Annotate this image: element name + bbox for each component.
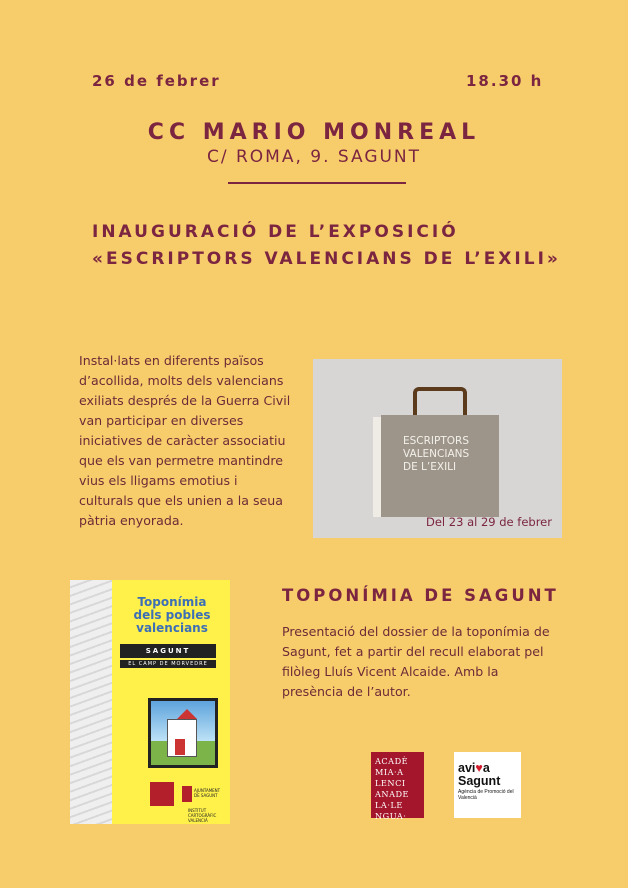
event-date: 26 de febrer: [92, 72, 221, 90]
book-illustration: [148, 698, 218, 768]
church-door-icon: [175, 739, 185, 755]
heart-icon: ♥: [475, 761, 483, 775]
book-cover: [70, 580, 230, 824]
venue-name: CC MARIO MONREAL: [147, 120, 481, 145]
acad-line4: ANADE: [375, 789, 410, 799]
briefcase-handle: [413, 387, 467, 417]
exhibition-description: Instal·lats en diferents països d’acollida, molts dels valencians exiliats després de la Guerra Civil van participar en diverses iniciatives de caràcter associatiu que els van permetre mantindre vius els lligams emotius i culturals que els unien a la seua pàtria enyorada.: [79, 353, 291, 528]
aviva-part2: a: [482, 761, 490, 775]
divider: [228, 182, 406, 184]
toponymy-title: TOPONÍMIA DE SAGUNT: [282, 586, 559, 605]
book-title-line3: valencians: [136, 621, 208, 635]
event-time: 18.30 h: [466, 72, 544, 90]
exhibition-title-line1: INAUGURACIÓ DE L’EXPOSICIÓ: [92, 222, 459, 242]
acad-line1: ACADÈ: [375, 756, 409, 766]
book-spine-pattern: [70, 580, 112, 824]
institut-label: INSTITUT CARTOGRÀFIC VALENCIÀ: [188, 808, 217, 823]
aviva-subtitle: Agència de Promoció del Valencià: [458, 789, 514, 801]
acad-line2: MIA·A: [375, 767, 404, 777]
book-place: SAGUNT: [120, 644, 216, 658]
briefcase-title-line3: DE L’EXILI: [403, 461, 457, 473]
academia-valenciana-logo: [371, 752, 424, 821]
ajuntament-crest-icon: [182, 786, 192, 802]
briefcase-title-line1: ESCRIPTORS: [403, 435, 469, 447]
exhibition-dates: Del 23 al 29 de febrer: [426, 515, 552, 529]
toponymy-description: Presentació del dossier de la toponímia de Sagunt, fet a partir del recull elaborat pel filòleg Lluís Vicent Alcaide. Amb la presència de l’autor.: [282, 624, 550, 699]
church-roof-icon: [177, 709, 197, 719]
exhibition-title-line2: «ESCRIPTORS VALENCIANS DE L’EXILI»: [92, 249, 561, 269]
book-title-line2: dels pobles: [133, 608, 211, 622]
briefcase-title-line2: VALENCIANS: [403, 448, 470, 460]
acad-line6: NGUA·: [375, 811, 407, 821]
book-title-line1: Toponímia: [137, 595, 207, 609]
aviva-part1: avi: [458, 761, 476, 775]
venue-address: C/ ROMA, 9. SAGUNT: [206, 147, 422, 167]
academy-small-logo-icon: [150, 782, 174, 806]
acad-line3: LENCI: [375, 778, 406, 788]
ajuntament-label: AJUNTAMENT DE SAGUNT: [194, 788, 221, 798]
aviva-sagunt: Sagunt: [458, 774, 501, 788]
exhibition-photo: [313, 359, 562, 538]
book-region: EL CAMP DE MORVEDRE: [120, 660, 216, 668]
acad-line5: LA·LE: [375, 800, 403, 810]
book-title: [118, 596, 226, 635]
aviva-sagunt-logo: [454, 752, 521, 818]
briefcase-title: [403, 435, 469, 474]
